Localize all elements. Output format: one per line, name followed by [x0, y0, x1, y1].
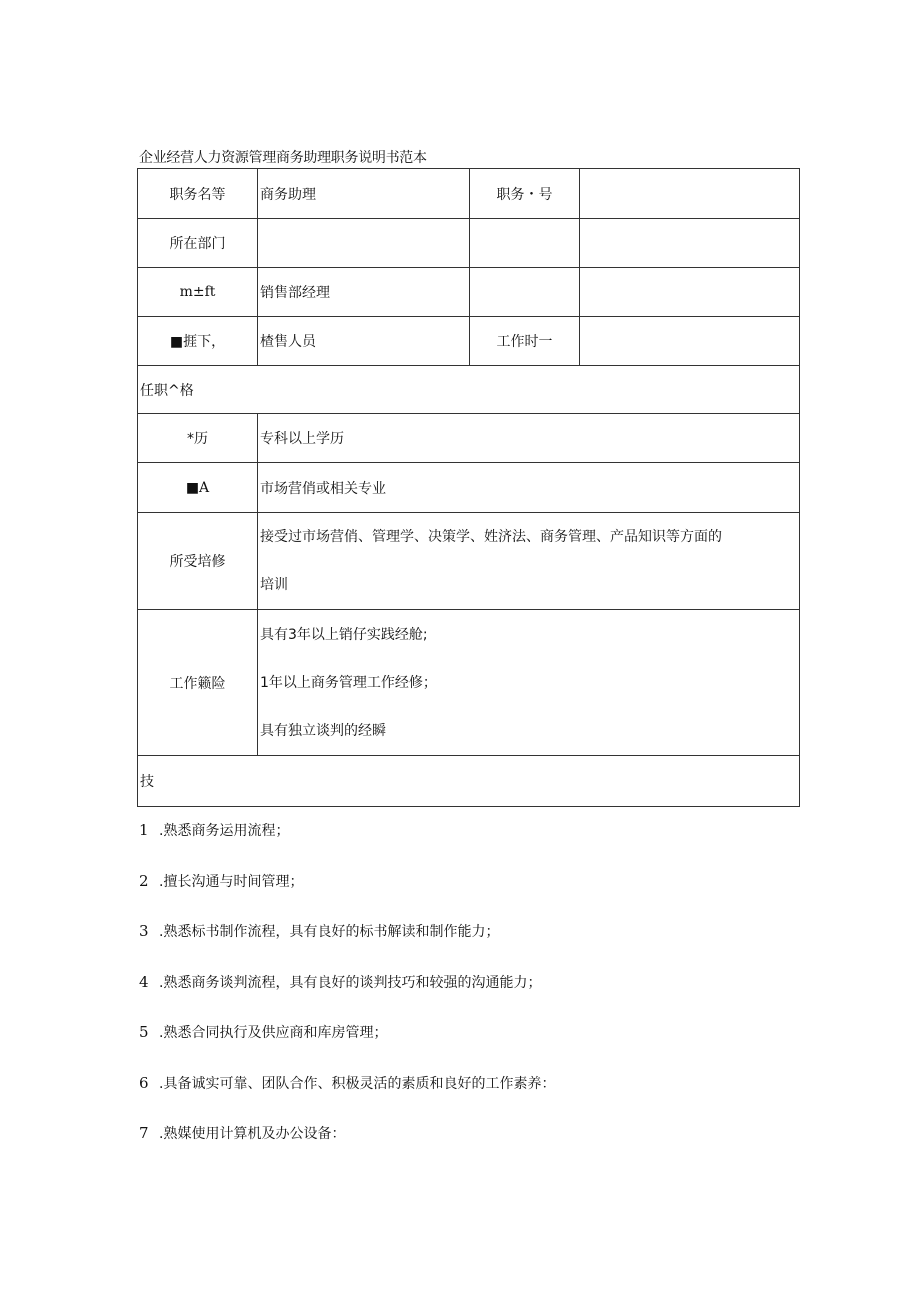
empty-cell	[580, 268, 800, 317]
training-value	[258, 513, 800, 610]
table-row	[138, 169, 800, 219]
table-row	[138, 317, 800, 366]
list-item	[139, 1073, 779, 1124]
list-item	[139, 1022, 779, 1073]
item-number: 6	[139, 1073, 149, 1092]
item-text: .熟悉标书制作流程，具有良好的标书解读和制作能力；	[159, 924, 500, 940]
experience-line: 1年以上商务管理工作经修；	[260, 674, 437, 691]
training-line: 接受过市场营俏、管理学、决策学、姓济法、商务管理、产品知识等方面的	[260, 529, 722, 545]
item-number: 7	[139, 1124, 149, 1142]
supervisor-value: 销售部经理	[258, 268, 470, 317]
item-text: .具备诚实可靠、团队合作、积极灵活的素质和良好的工作素养：	[159, 1075, 556, 1092]
table-row	[138, 513, 800, 610]
job-title-label: 职务名等	[138, 169, 258, 219]
work-time-label: 工作时一	[470, 317, 580, 366]
job-number-value	[580, 169, 800, 219]
table-row	[138, 268, 800, 317]
job-description-table	[137, 168, 800, 807]
item-text: .熟悉商务谈判流程，具有良好的谈判技巧和较强的沟通能力；	[159, 974, 542, 991]
table-row	[138, 414, 800, 463]
qualifications-heading: 任职^格	[138, 366, 800, 414]
experience-line: 具有3年以上销仔实践经舱;	[260, 626, 428, 643]
subordinate-value: 楂售人员	[258, 317, 470, 366]
list-item	[139, 972, 779, 1023]
table-row	[138, 463, 800, 513]
education-value: 专科以上学历	[258, 414, 800, 463]
training-line: 培训	[260, 577, 288, 593]
skills-heading: 技	[138, 756, 800, 807]
department-label: 所在部门	[138, 219, 258, 268]
table-row	[138, 366, 800, 414]
training-label: 所受培修	[138, 513, 258, 610]
page-title: 企业经营人力资源管理商务助理职务说明书范本	[139, 150, 427, 166]
item-text: .熟悉商务运用流程；	[159, 823, 290, 839]
item-number: 3	[139, 922, 149, 940]
empty-cell	[580, 219, 800, 268]
list-item	[139, 871, 779, 922]
work-time-value	[580, 317, 800, 366]
skills-list	[139, 820, 779, 1174]
table-row	[138, 756, 800, 807]
item-number: 1	[139, 821, 149, 839]
item-number: 4	[139, 972, 149, 991]
table-row	[138, 219, 800, 268]
empty-cell	[470, 219, 580, 268]
job-title-value: 商务助理	[258, 169, 470, 219]
list-item	[139, 820, 779, 871]
subordinate-label: ■捱下，	[138, 317, 258, 366]
item-number: 5	[139, 1023, 149, 1041]
job-number-label: 职务・号	[470, 169, 580, 219]
list-item	[139, 1123, 779, 1174]
item-text: .熟悉合同执行及供应商和库房管理；	[159, 1025, 388, 1041]
empty-cell	[470, 268, 580, 317]
supervisor-label: m±ft	[138, 268, 258, 317]
experience-value	[258, 610, 800, 756]
item-text: .熟媒使用计算机及办公设备：	[159, 1126, 346, 1142]
experience-label: 工作籁险	[138, 610, 258, 756]
education-label: *历	[138, 414, 258, 463]
major-value: 市场营俏或相关专业	[258, 463, 800, 513]
item-number: 2	[139, 871, 149, 890]
major-label: ■A	[138, 463, 258, 513]
experience-line: 具有独立谈判的经瞬	[260, 722, 386, 739]
item-text: .擅长沟通与时间管理；	[159, 873, 304, 890]
list-item	[139, 921, 779, 972]
table-row	[138, 610, 800, 756]
department-value	[258, 219, 470, 268]
